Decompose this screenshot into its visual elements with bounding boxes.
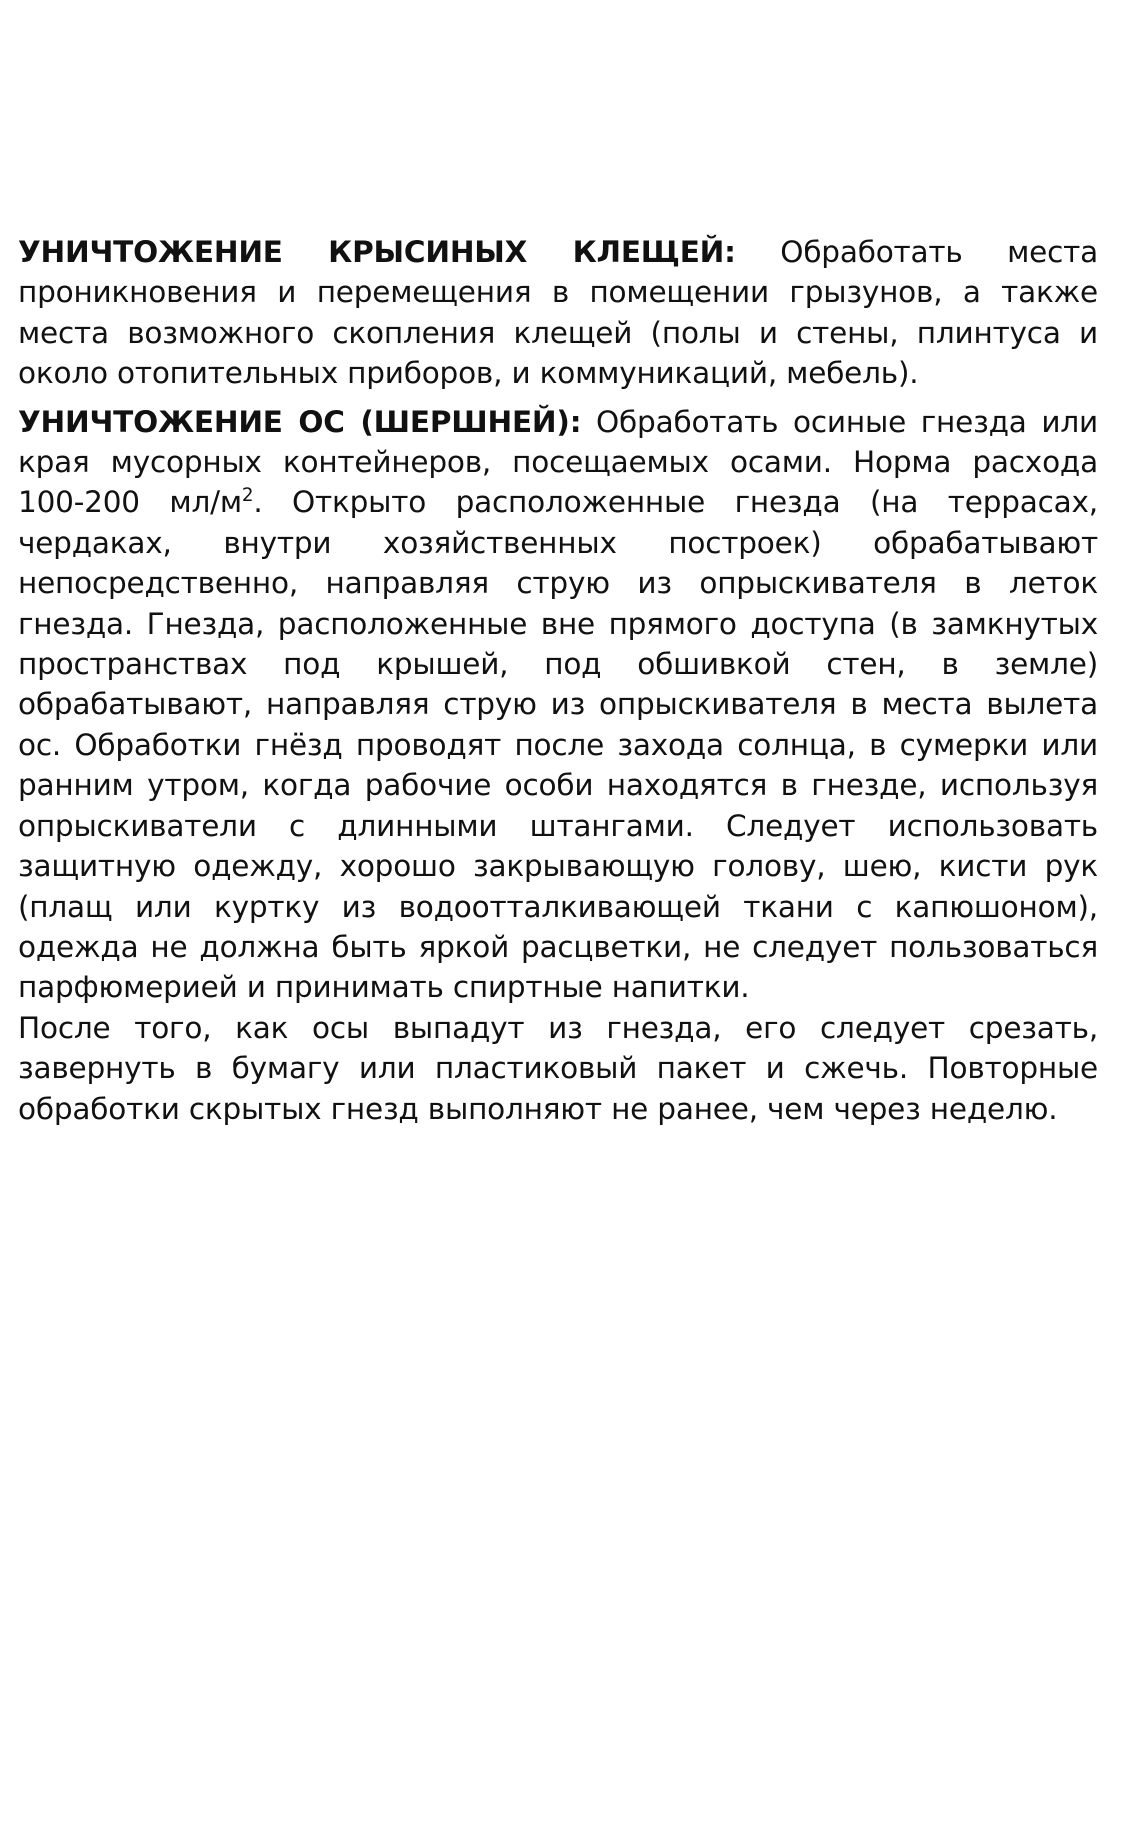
- nest-disposal-paragraph: [18, 1008, 1098, 1129]
- square-meter-superscript: 2: [241, 485, 254, 507]
- wasps-paragraph: [18, 402, 1098, 1008]
- nest-disposal-text: После того, как осы выпадут из гнезда, его следует срезать, завернуть в бумагу или пластиковый пакет и сжечь. Повторные обработки скрытых гнезд выполняют не ранее, чем через неделю.: [18, 1010, 1098, 1126]
- instructions-document: [18, 232, 1098, 1129]
- rat-mites-text: Обработать места проникновения и перемещения в помещении грызунов, а также места возможного скопления клещей (полы и стены, плинтуса и около отопительных приборов, и коммуникаций, мебель).: [18, 235, 1099, 391]
- rat-mites-paragraph: [18, 232, 1098, 394]
- wasps-heading: УНИЧТОЖЕНИЕ ОС (ШЕРШНЕЙ):: [18, 404, 582, 439]
- rat-mites-heading: УНИЧТОЖЕНИЕ КРЫСИНЫХ КЛЕЩЕЙ:: [18, 235, 736, 269]
- wasps-text-part-1: Обработать осиные гнезда или края мусорных контейнеров, посещаемых осами. Норма расхода 100-200 мл/м: [18, 404, 1098, 520]
- wasps-text-part-2: . Открыто расположенные гнезда (на террасах, чердаках, внутри хозяйственных построек) обрабатывают непосредственно, направляя струю из опрыскивателя в леток гнезда. Гнезда, расположенные вне прямого доступа (в замкнутых пространствах под крышей, под обшивкой стен, в земле) обрабатывают, направляя струю из опрыскивателя в места вылета ос. Обработки гнёзд проводят после захода солнца, в сумерки или ранним утром, когда рабочие особи находятся в гнезде, используя опрыскиватели с длинными штангами. Следует использовать защитную одежду, хорошо закрывающую голову, шею, кисти рук (плащ или куртку из водоотталкивающей ткани с капюшоном), одежда не должна быть яркой расцветки, не следует пользоваться парфюмерией и принимать спиртные напитки.: [18, 485, 1098, 1005]
